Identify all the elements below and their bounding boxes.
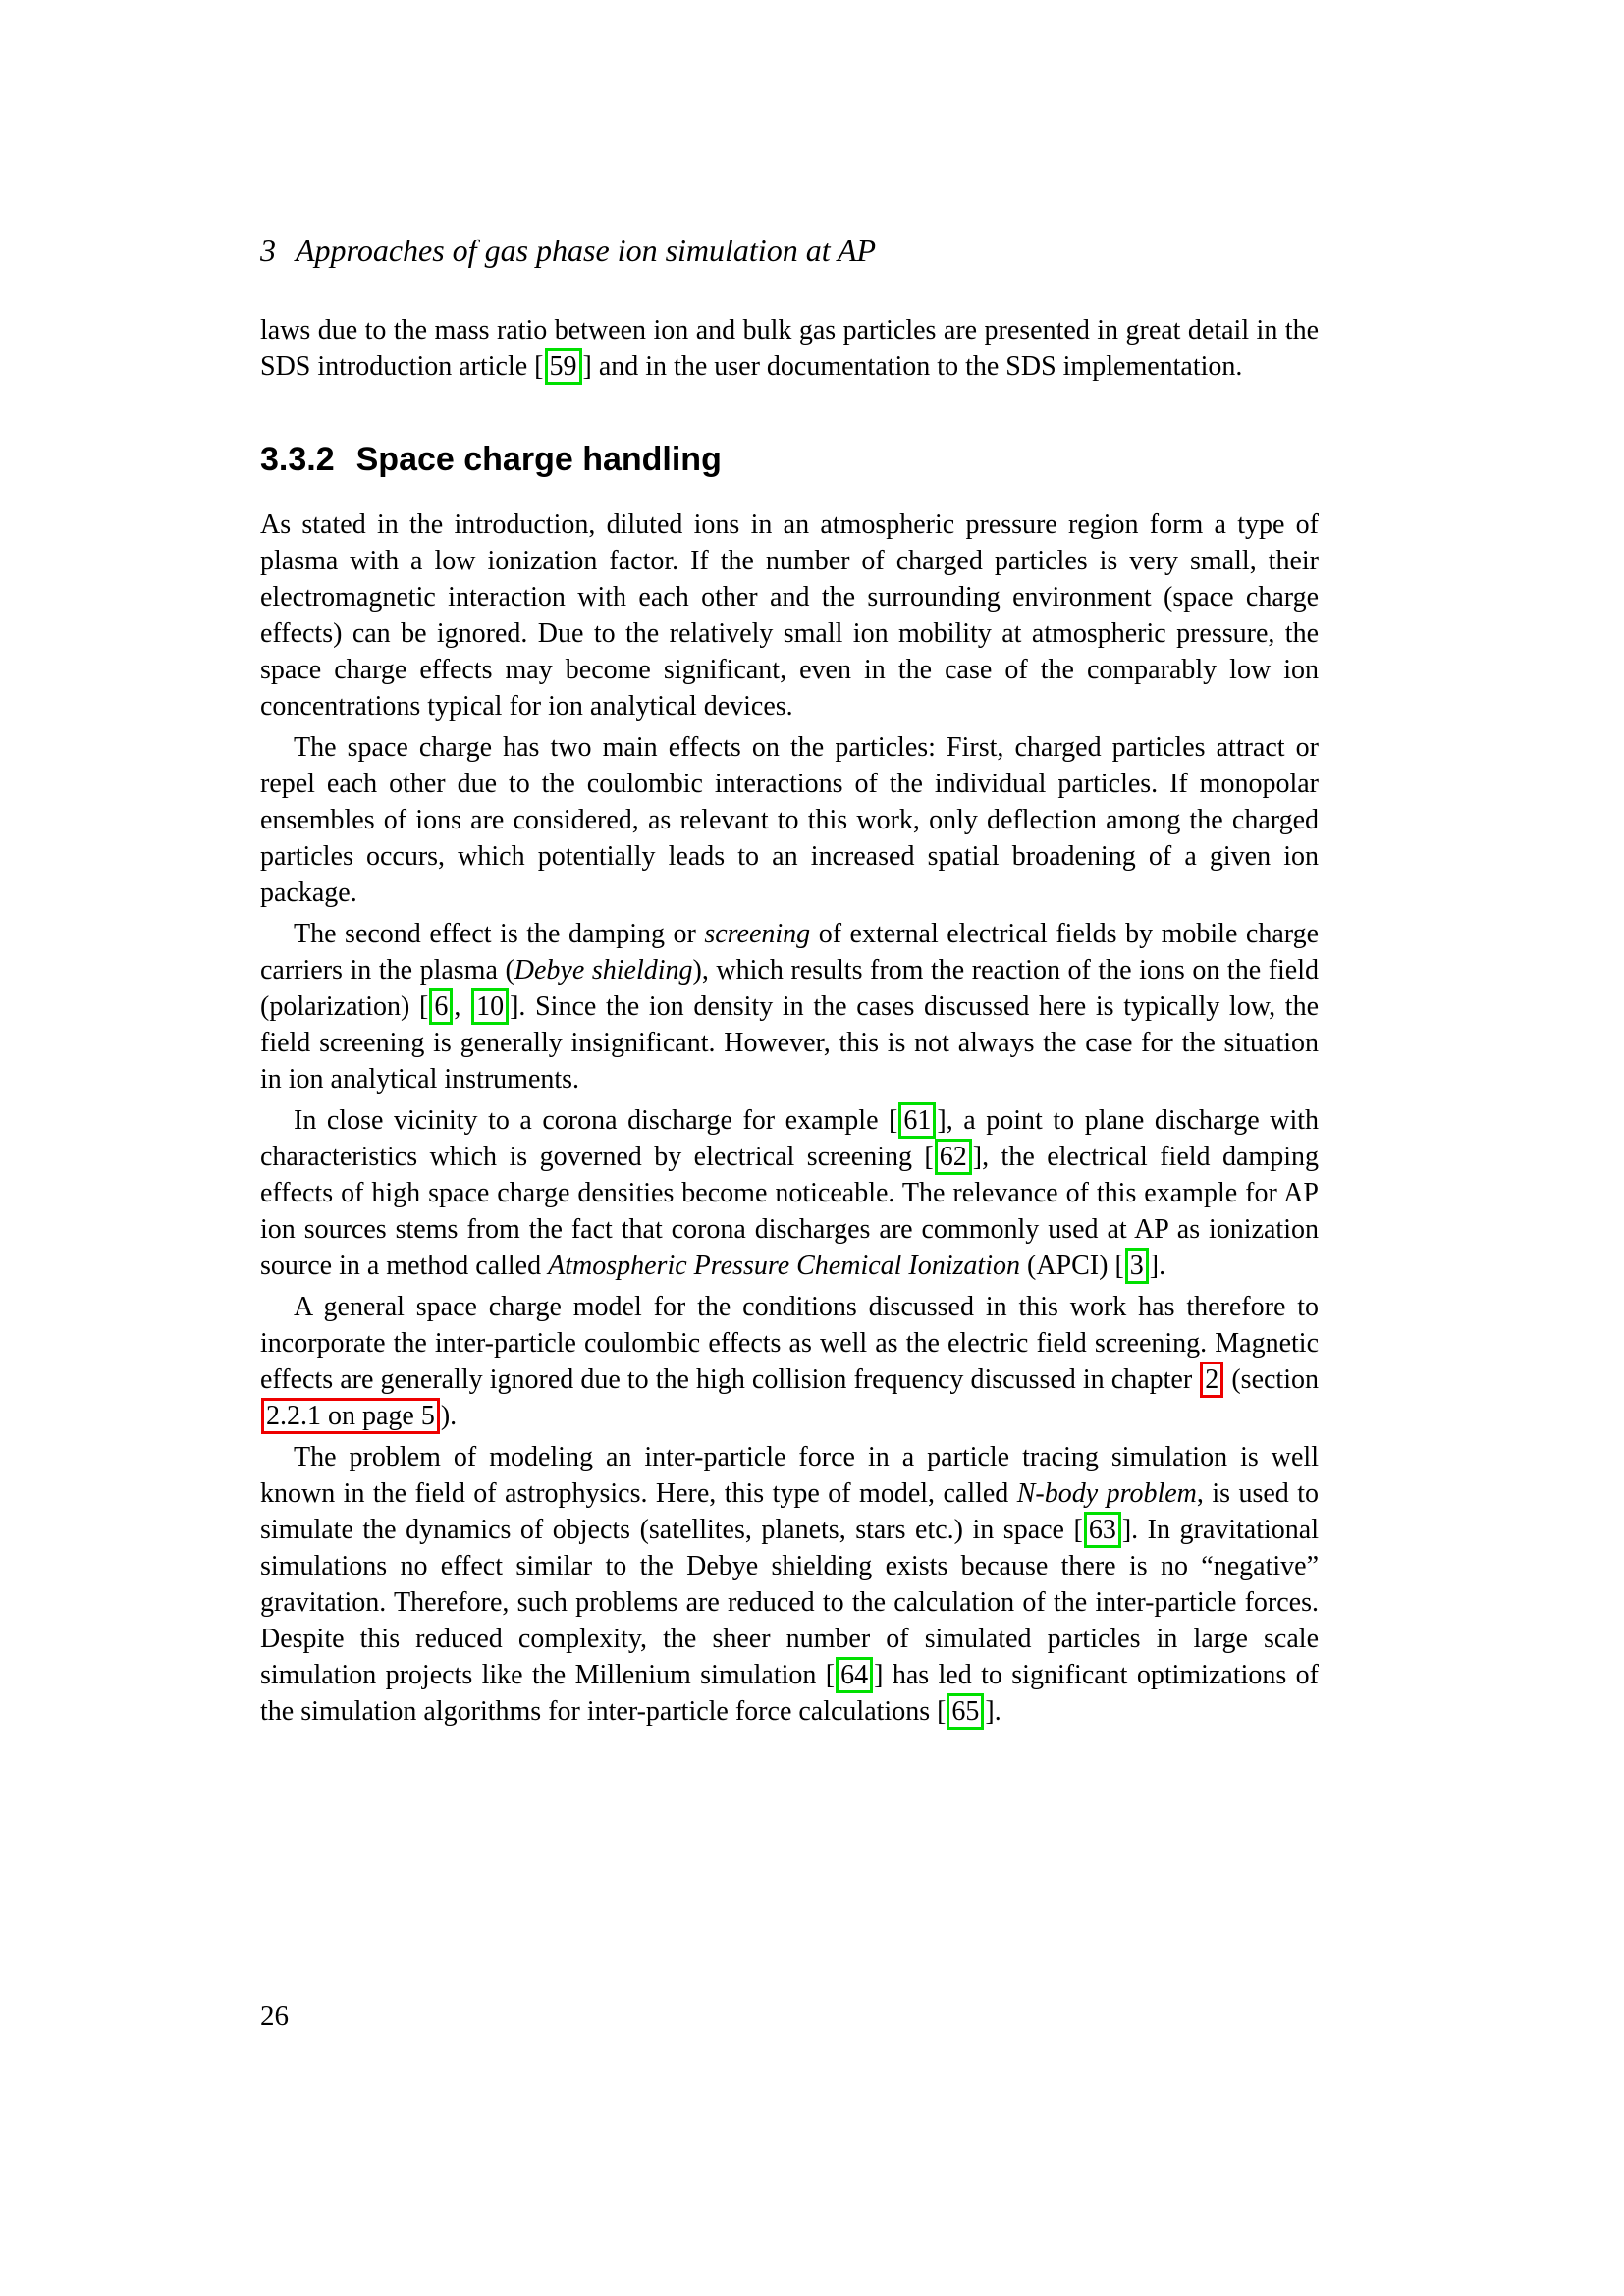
internal-reference-link[interactable]: 2 [1200,1362,1223,1398]
text-run: ] and in the user documentation to the SDS implementation. [582,351,1243,382]
citation-link[interactable]: 10 [471,988,509,1025]
citation-link[interactable]: 63 [1084,1512,1121,1548]
emphasized-text: Debye shielding [514,955,693,986]
text-run: ). [440,1401,458,1431]
section-heading [260,440,1319,479]
paragraph [260,1289,1319,1434]
text-run: In close vicinity to a corona discharge for example [ [294,1105,898,1136]
section-title: Space charge handling [355,441,722,478]
paragraph [260,1439,1319,1730]
text-run: ), which results from the reaction of the ions on the field (polarization) [ [260,955,1319,1022]
text-run: ]. [1149,1251,1166,1281]
emphasized-text: Atmospheric Pressure Chemical Ionization [548,1251,1020,1281]
text-run: (APCI) [ [1020,1251,1124,1281]
text-run: , is used to simulate the dynamics of objects (satellites, planets, stars etc.) in space [ [260,1478,1320,1545]
text-run: laws due to the mass ratio between ion and bulk gas particles are presented in great detail in the SDS introduction article [ [260,315,1319,382]
text-run: , [454,991,471,1022]
text-run: ], the electrical field damping effects of high space charge densities become noticeable. The relevance of this example for AP ion sources stems from the fact that corona discharges are commonly used at AP as ionization source in a method called [260,1142,1319,1281]
text-run: ]. In gravitational simulations no effect similar to the Debye shielding exists because there is no “negative” gravitation. Therefore, such problems are reduced to the calculation of the inter-particle forces. Despite this reduced complexity, the sheer number of simulated particles in large scale simulation projects like the Millenium simulation [ [260,1515,1320,1690]
paragraph [260,916,1319,1097]
text-run: ]. Since the ion density in the cases discussed here is typically low, the field screening is generally insignificant. However, this is not always the case for the situation in ion analytical instruments. [260,991,1319,1095]
text-run: As stated in the introduction, diluted ions in an atmospheric pressure region form a type of plasma with a low ionization factor. If the number of charged particles is very small, their electromagnetic interaction with each other and the surrounding environment (space charge effects) can be ignored. Due to the relatively small ion mobility at atmospheric pressure, the space charge effects may become significant, even in the case of the comparably low ion concentrations typical for ion analytical devices. [260,509,1319,721]
page-content [260,312,1319,1735]
running-head-chapter-number: 3 [260,233,276,268]
running-head [260,232,1319,269]
internal-reference-link[interactable]: 2.2.1 on page 5 [261,1398,440,1434]
citation-link[interactable]: 61 [898,1102,936,1139]
citation-link[interactable]: 59 [545,348,582,385]
text-run: (section [1224,1364,1319,1395]
paragraph [260,312,1319,385]
text-run: The second effect is the damping or [294,919,705,949]
citation-link[interactable]: 65 [947,1693,984,1730]
paragraph [260,729,1319,911]
emphasized-text: N-body problem [1016,1478,1197,1509]
citation-link[interactable]: 6 [429,988,453,1025]
citation-link[interactable]: 62 [935,1139,972,1175]
emphasized-text: screening [704,919,811,949]
paragraph [260,507,1319,724]
text-run: ], a point to plane discharge with characteristics which is governed by electrical screening [ [260,1105,1320,1172]
text-run: A general space charge model for the conditions discussed in this work has therefore to incorporate the inter-particle coulombic effects as well as the electric field screening. Magnetic effects are generally ignored due to the high collision frequency discussed in chapter [260,1292,1319,1395]
text-run: ] has led to significant optimizations of the simulation algorithms for inter-particle force calculations [ [260,1660,1319,1727]
text-run: ]. [985,1696,1001,1727]
text-run: of external electrical fields by mobile charge carriers in the plasma ( [260,919,1319,986]
citation-link[interactable]: 3 [1125,1248,1149,1284]
running-head-title: Approaches of gas phase ion simulation at AP [296,233,877,268]
page-number: 26 [260,2001,289,2032]
citation-link[interactable]: 64 [836,1657,873,1693]
paragraph [260,1102,1319,1284]
section-number: 3.3.2 [260,441,335,478]
text-run: The problem of modeling an inter-particle force in a particle tracing simulation is well known in the field of astrophysics. Here, this type of model, called [260,1442,1319,1509]
text-run: The space charge has two main effects on the particles: First, charged particles attract or repel each other due to the coulombic interactions of the individual particles. If monopolar ensembles of ions are considered, as relevant to this work, only deflection among the charged particles occurs, which potentially leads to an increased spatial broadening of a given ion package. [260,732,1319,908]
